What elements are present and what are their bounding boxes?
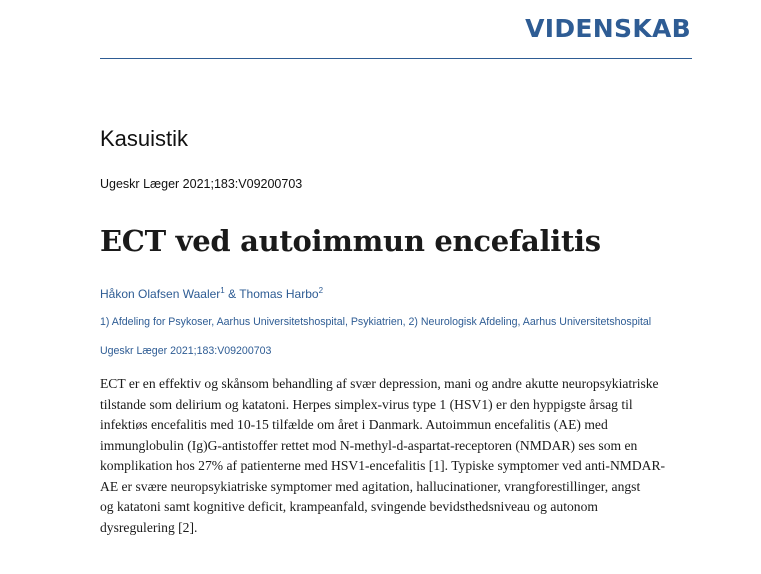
article-body: [100, 374, 700, 538]
body-line: komplikation hos 27% af patienterne med HSV1-encefalitis [1]. Typiske symptomer ved anti-NMDAR-: [100, 458, 666, 473]
author-affiliation-marker: 2: [318, 286, 324, 295]
body-line: dysregulering [2].: [100, 519, 198, 535]
author-name[interactable]: Håkon Olafsen Waaler: [100, 287, 221, 301]
author-name[interactable]: Thomas Harbo: [239, 287, 319, 301]
affiliations: 1) Afdeling for Psykoser, Aarhus Universitetshospital, Psykiatrien, 2) Neurologisk Afdeling, Aarhus Universitetshospital: [100, 316, 652, 328]
header-divider: [100, 58, 692, 59]
body-line: AE er svære neuropsykiatriske symptomer med agitation, hallucinationer, vrangforestillinger, angst: [100, 478, 641, 494]
section-label: Kasuistik: [100, 126, 189, 151]
journal-reference: Ugeskr Læger 2021;183:V09200703: [100, 177, 303, 191]
article-title: ECT ved autoimmun encefalitis: [100, 224, 601, 258]
masthead-title: VIDENSKAB: [525, 14, 691, 43]
author-separator: &: [224, 287, 240, 301]
body-line: og katatoni samt kognitive deficit, krampeanfald, svingende bevidsthedsniveau og autonom: [100, 499, 598, 514]
body-line: infektiøs encefalitis med 10-15 tilfælde om året i Danmark. Autoimmun encefalitis (AE) med: [100, 417, 608, 432]
author-affiliation-marker: 1: [220, 286, 225, 295]
author-line: [100, 286, 323, 301]
body-line: tilstande som delirium og katatoni. Herpes simplex-virus type 1 (HSV1) er den hyppigste årsag til: [100, 396, 633, 412]
body-line: ECT er en effektiv og skånsom behandling af svær depression, mani og andre akutte neuropsykiatriske: [100, 376, 659, 391]
journal-reference-link[interactable]: Ugeskr Læger 2021;183:V09200703: [100, 345, 272, 357]
body-line: immunglobulin (Ig)G-antistoffer rettet mod N-methyl-d-aspartat-receptoren (NMDAR) ses som en: [100, 437, 638, 453]
